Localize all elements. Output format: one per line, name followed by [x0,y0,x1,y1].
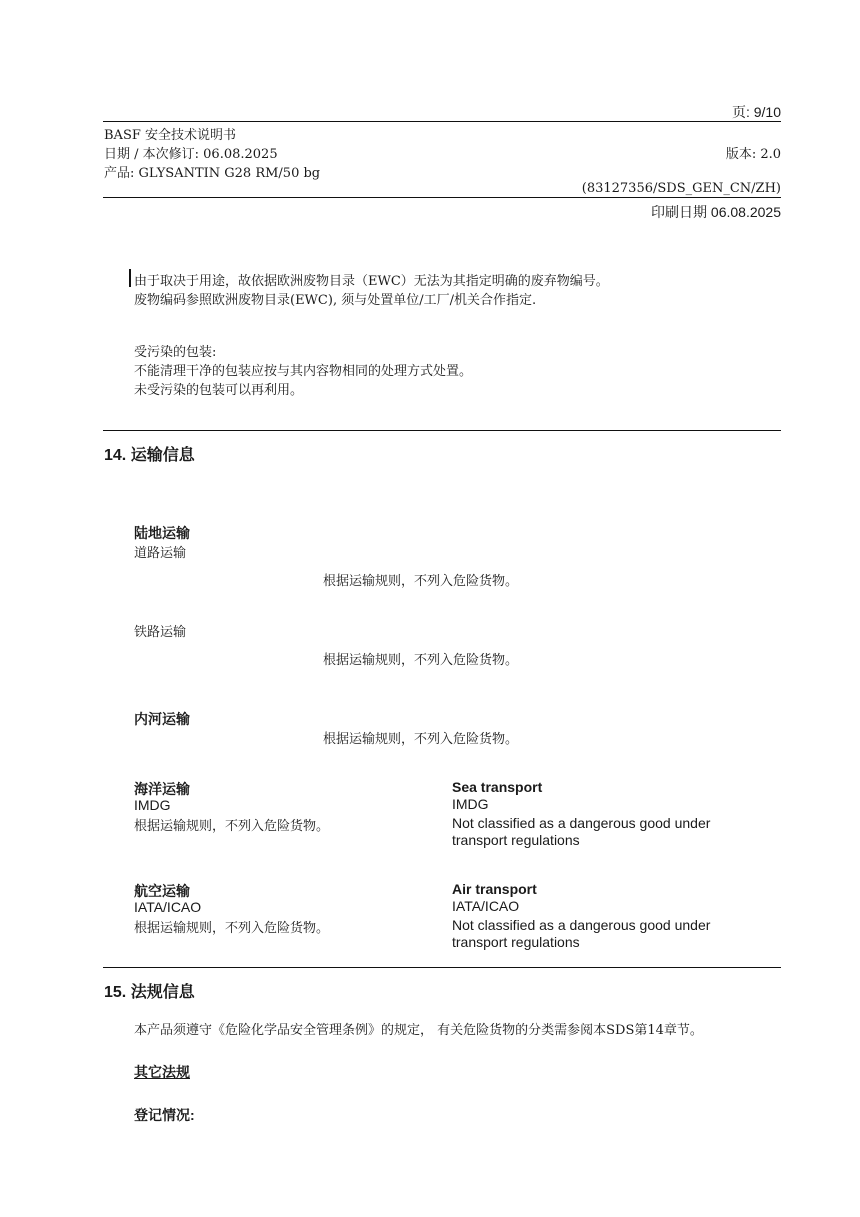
change-marker [129,269,131,287]
sea-transport-code-cn: IMDG [134,797,171,813]
road-transport-text: 根据运输规则，不列入危险货物。 [323,574,519,589]
product-name: 产品: GLYSANTIN G28 RM/50 bg [104,166,321,181]
road-transport-label: 道路运输 [134,546,187,561]
rail-transport-label: 铁路运输 [134,625,187,640]
inland-waterway-title: 内河运输 [134,711,190,727]
sea-transport-title-en: Sea transport [452,779,543,795]
packaging-title: 受污染的包装: [134,345,217,360]
packaging-line-2: 未受污染的包装可以再利用。 [134,383,304,398]
header-rule-bottom [103,197,781,198]
print-date: 印刷日期 06.08.2025 [651,204,781,220]
section-14-heading: 14. 运输信息 [104,447,195,464]
disposal-line-1: 由于取决于用途，故依据欧洲废物目录（EWC）无法为其指定明确的废弃物编号。 [134,274,609,289]
rail-transport-text: 根据运输规则，不列入危险货物。 [323,653,519,668]
document-title: BASF 安全技术说明书 [104,128,236,143]
section-15-heading: 15. 法规信息 [104,984,195,1001]
air-transport-text-en-1: Not classified as a dangerous good under [452,917,711,933]
air-transport-code-cn: IATA/ICAO [134,899,202,915]
inland-waterway-text: 根据运输规则，不列入危险货物。 [323,732,519,747]
air-transport-title-cn: 航空运输 [134,883,190,899]
disposal-line-2: 废物编码参照欧洲废物目录(EWC), 须与处置单位/工厂/机关合作指定. [134,293,537,308]
page-number: 页: 9/10 [731,104,781,120]
header-rule-top [103,121,781,122]
sea-transport-title-cn: 海洋运输 [134,781,190,797]
air-transport-text-en-2: transport regulations [452,934,580,950]
air-transport-text-cn: 根据运输规则，不列入危险货物。 [134,921,330,936]
revision-date: 日期 / 本次修订: 06.08.2025 [104,147,278,162]
document-code: (83127356/SDS_GEN_CN/ZH) [581,181,781,196]
version: 版本: 2.0 [725,147,781,162]
regulation-text: 本产品须遵守《危险化学品安全管理条例》的规定， 有关危险货物的分类需参阅本SDS第14章节。 [134,1023,703,1038]
registration-status-title: 登记情况: [134,1107,195,1123]
sea-transport-code-en: IMDG [452,796,489,812]
sea-transport-text-cn: 根据运输规则，不列入危险货物。 [134,819,330,834]
land-transport-title: 陆地运输 [134,525,190,541]
packaging-line-1: 不能清理干净的包装应按与其内容物相同的处理方式处置。 [134,364,473,379]
section-14-rule [103,430,781,431]
air-transport-code-en: IATA/ICAO [452,898,520,914]
sea-transport-text-en-2: transport regulations [452,832,580,848]
sea-transport-text-en-1: Not classified as a dangerous good under [452,815,711,831]
section-15-rule [103,967,781,968]
air-transport-title-en: Air transport [452,881,537,897]
other-regulations-title: 其它法规 [134,1064,190,1080]
